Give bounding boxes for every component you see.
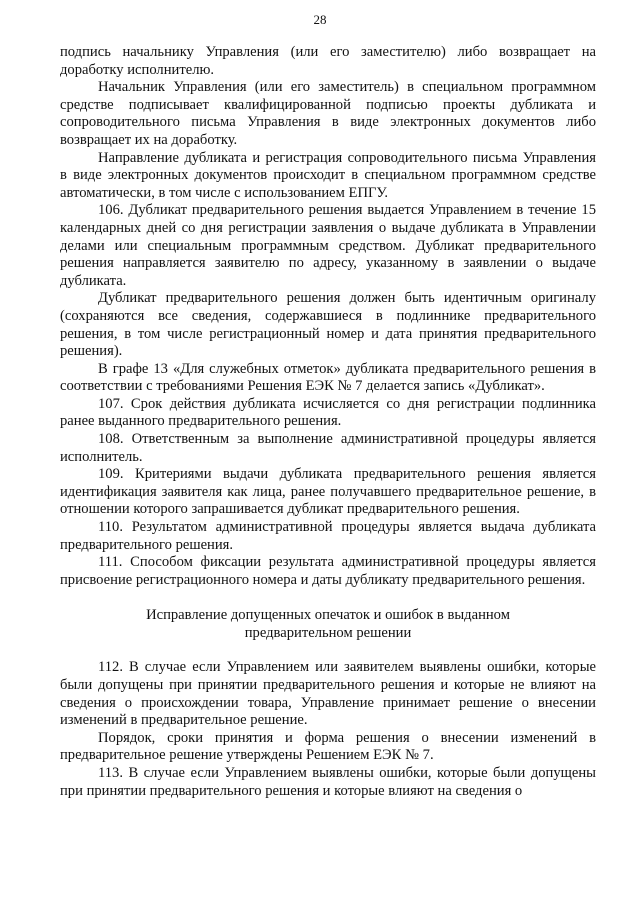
body-text-before bbox=[60, 44, 596, 589]
paragraph: Направление дубликата и регистрация сопроводительного письма Управления в виде электронных документов происходит в специальном программном средстве автоматически, в том числе с использованием ЕПГУ. bbox=[60, 149, 596, 201]
paragraph: 109. Критериями выдачи дубликата предварительного решения является идентификация заявителя как лица, ранее получавшего предварительное решение, в отношении которого запрашивается дубликат предварительного решения. bbox=[60, 466, 596, 518]
paragraph: 108. Ответственным за выполнение административной процедуры является исполнитель. bbox=[60, 431, 596, 465]
section-heading-line: предварительном решении bbox=[244, 625, 412, 642]
paragraph: 112. В случае если Управлением или заявителем выявлены ошибки, которые были допущены при принятии предварительного решения и которые не влияют на сведения о происхождении товара, Управление принимает решение о внесении изменений в предварительное решение. bbox=[60, 659, 596, 729]
section-heading-line: Исправление допущенных опечаток и ошибок в выданном bbox=[146, 607, 510, 624]
paragraph: В графе 13 «Для служебных отметок» дубликата предварительного решения в соответствии с требованиями Решения ЕЭК № 7 делается запись «Дубликат». bbox=[60, 360, 596, 395]
paragraph: 113. В случае если Управлением выявлены ошибки, которые были допущены при принятии предварительного решения и которые влияют на сведения о bbox=[60, 764, 596, 799]
body-text-after bbox=[60, 659, 596, 800]
page-number: 28 bbox=[313, 12, 327, 27]
paragraph: Начальник Управления (или его заместитель) в специальном программном средстве подписывает квалифицированной подписью проекты дубликата и сопроводительного письма Управления в виде электронных документов либо возвращает их на доработку. bbox=[60, 79, 596, 148]
paragraph: Порядок, сроки принятия и форма решения о внесении изменений в предварительное решение утверждены Решением ЕЭК № 7. bbox=[60, 729, 596, 764]
paragraph: Дубликат предварительного решения должен быть идентичным оригиналу (сохраняются все сведения, содержавшиеся в подлиннике предварительного решения, в том числе регистрационный номер и дата принятия предварительного решения). bbox=[60, 290, 596, 360]
paragraph: 106. Дубликат предварительного решения выдается Управлением в течение 15 календарных дней со дня регистрации заявления о выдаче дубликата в Управлении делами или специальным программным средством. Дубликат предварительного решения направляется заявителю по адресу, указанному в заявлении о выдаче дубликата. bbox=[60, 202, 596, 289]
paragraph: 110. Результатом административной процедуры является выдача дубликата предварительного решения. bbox=[60, 519, 596, 553]
section-heading bbox=[60, 606, 596, 642]
paragraph: 107. Срок действия дубликата исчисляется со дня регистрации подлинника ранее выданного предварительного решения. bbox=[60, 395, 596, 430]
paragraph: 111. Способом фиксации результата административной процедуры является присвоение регистрационного номера и даты дубликату предварительного решения. bbox=[60, 554, 596, 588]
paragraph: подпись начальнику Управления (или его заместителю) либо возвращает на доработку исполнителю. bbox=[60, 44, 596, 78]
